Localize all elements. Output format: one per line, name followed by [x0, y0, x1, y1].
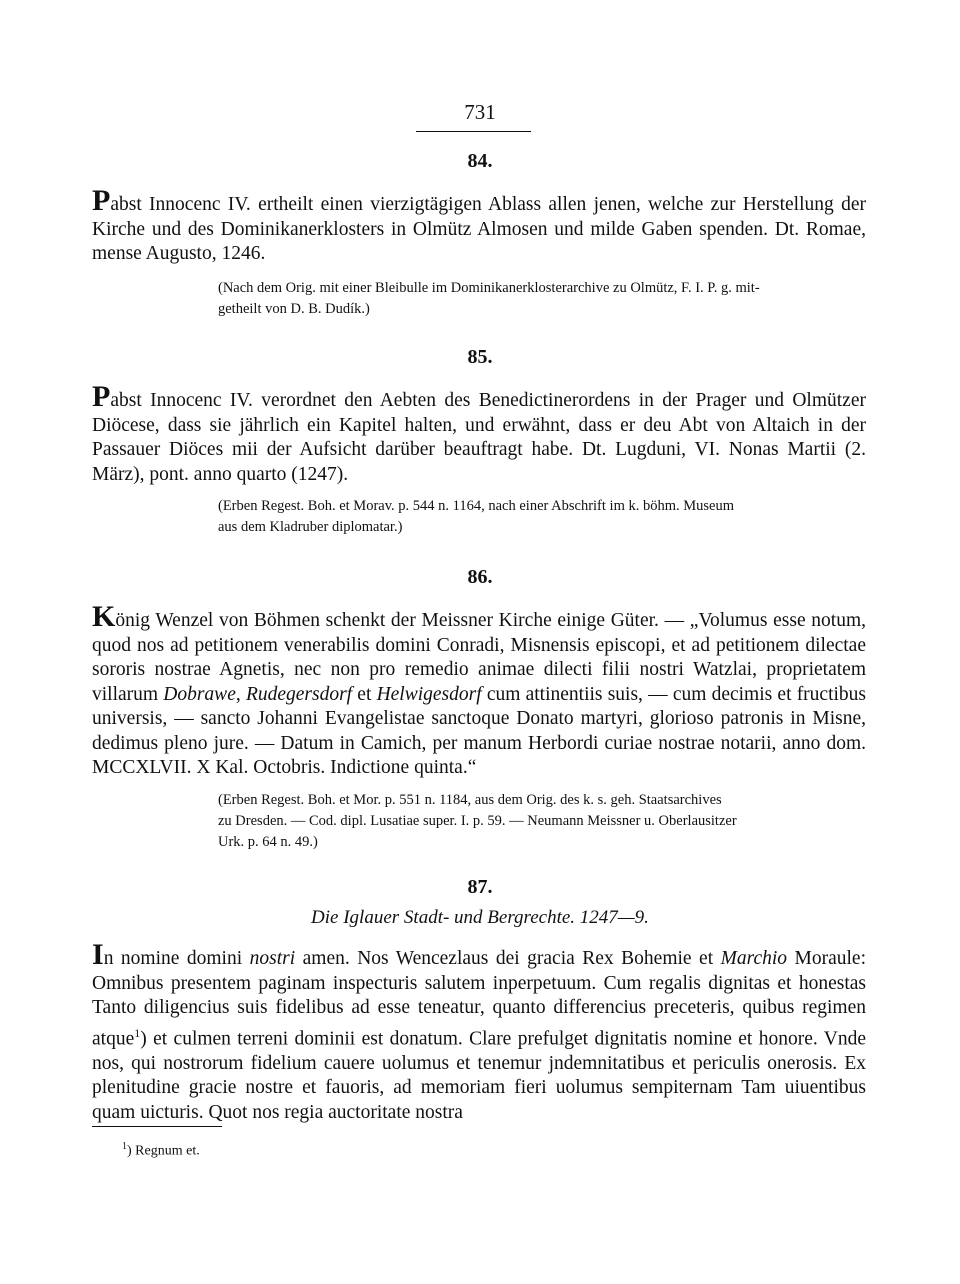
section-87-body-a: n nomine domini — [103, 948, 250, 969]
italic-word: Marchio — [720, 948, 788, 969]
footnote-marker: 1 — [122, 1141, 127, 1152]
drop-initial: I — [92, 938, 104, 971]
section-number-85: 85. — [467, 346, 493, 368]
note-line: (Erben Regest. Boh. et Morav. p. 544 n. 1164, nach einer Abschrift im k. böhm. Museum — [218, 498, 735, 514]
place-name: Dobrawe — [163, 683, 236, 705]
note-line: (Nach dem Orig. mit einer Bleibulle im Dominikanerklosterarchive zu Olmütz, F. I. P. g. mit- — [218, 280, 760, 296]
page-number-rule — [416, 131, 531, 132]
drop-initial: P — [92, 380, 111, 413]
section-85-body: abst Innocenc IV. verordnet den Aebten des Benedictinerordens in der Prager und Olmützer Diöcese, dass sie jährlich ein Kapitel halten, und erwähnt, dass er deu Abt von Altaich in der Passauer Diöces mii der Aufsicht darüber beauftragt habe. Dt. Lugduni, VI. Nonas Martii (2. März), pont. anno quarto (1247). — [92, 390, 866, 485]
place-name: Helwigesdorf — [376, 683, 482, 705]
drop-initial: P — [92, 184, 111, 217]
note-line: zu Dresden. — Cod. dipl. Lusatiae super. I. p. 59. — Neumann Meissner u. Oberlausitzer — [218, 813, 737, 829]
italic-word: nostri — [249, 948, 296, 969]
section-85-note — [218, 496, 868, 538]
section-87-body-d: ) et culmen terreni dominii est donatum. Clare prefulget dignitatis nomine et honore. Vnde nos, qui nostrorum fidelium cauere uolumus et tenemur jndemnitatibus et periculis onerosis. Ex plenitudine gracie nostre et fauoris, ad memoriam fieri uolumus sempiternam Tam uiuentibus quam uicturis. Quot nos regia auctoritate nostra — [92, 1028, 866, 1123]
footnote-text: ) Regnum et. — [127, 1143, 200, 1159]
section-number-87: 87. — [467, 876, 493, 898]
note-line: aus dem Kladruber diplomatar.) — [218, 519, 403, 535]
footnote — [122, 1141, 200, 1160]
section-86-note — [218, 790, 868, 853]
section-86-body-b: cum attinentiis suis, — cum decimis et fructibus universis, — sancto Johanni Evangelistae sanctoque Donato martyri, glorioso patronis in Misne, dedimus pleno jure. — Datum in Camich, per manum Herbordi curiae nostrae notarii, anno dom. MCCXLVII. X Kal. Octobris. Indictione quinta.“ — [92, 683, 867, 778]
section-85-text — [92, 382, 866, 487]
drop-initial: K — [92, 600, 116, 633]
section-number-84: 84. — [467, 150, 493, 172]
page-number: 731 — [464, 100, 496, 124]
note-line: Urk. p. 64 n. 49.) — [218, 834, 318, 850]
section-84-body: abst Innocenc IV. ertheilt einen vierzigtägigen Ablass allen jenen, welche zur Herstellung der Kirche und des Dominikanerklosters in Olmütz Almosen und milde Gaben spenden. Dt. Romae, mense Augusto, 1246. — [92, 194, 866, 264]
section-87-subtitle: Die Iglauer Stadt- und Bergrechte. 1247—9. — [311, 907, 649, 928]
footnote-reference: 1 — [134, 1025, 141, 1040]
section-86-body-a: önig Wenzel von Böhmen schenkt der Meissner Kirche einige Güter. — „Volumus esse notum, quod nos ad petitionem venerabilis domini Conradi, Misnensis episcopi, et ad petitionem dilectae sororis nostrae Agnetis, nec non pro remedio animae dilecti filii nostri Watzlai, proprietatem villarum — [92, 610, 866, 705]
section-87-text — [92, 940, 866, 1125]
separator: et — [352, 683, 377, 705]
section-number-86: 86. — [467, 566, 493, 588]
section-87-body-b: amen. Nos Wencezlaus dei gracia Rex Bohemie et — [295, 948, 721, 969]
footnote-rule — [92, 1126, 222, 1127]
place-name: Rudegersdorf — [245, 683, 353, 705]
separator: , — [235, 683, 246, 705]
section-86-text — [92, 602, 866, 781]
note-line: (Erben Regest. Boh. et Mor. p. 551 n. 1184, aus dem Orig. des k. s. geh. Staatsarchives — [218, 792, 722, 808]
section-84-text — [92, 186, 866, 267]
section-84-note — [218, 278, 868, 320]
section-87-body-c: Moraule: Omnibus presentem paginam inspecturis salutem inperpetuum. Cum regalis dignitas et honestas Tanto diligencius suis fidelibus ad esse teneatur, quanto differencius preceteris, quibus regimen atque — [92, 948, 866, 1049]
note-line: getheilt von D. B. Dudík.) — [218, 301, 370, 317]
